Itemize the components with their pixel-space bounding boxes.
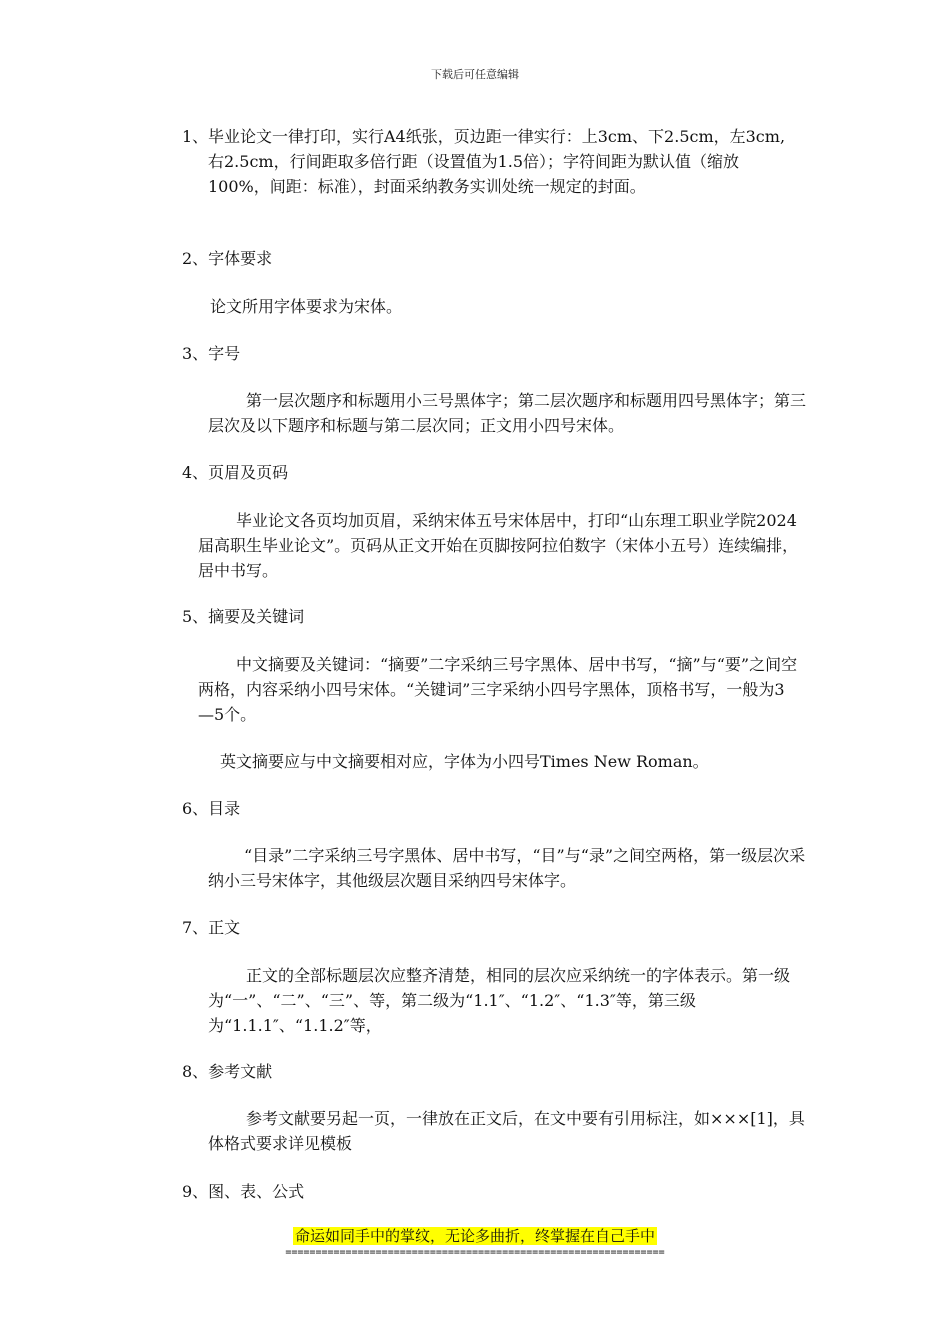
- page-header: 下载后可任意编辑: [431, 68, 519, 81]
- footer-slogan: [0, 1225, 950, 1247]
- section-7-paragraph: 正文的全部标题层次应整齐清楚，相同的层次应采纳统一的字体表示。第一级为“一”、“二”、“三”、等，第二级为“1.1″、“1.2″、“1.3″等，第三级为“1.1.1″、“1.1.2″等，: [208, 966, 791, 1035]
- section-3-heading: 3、字号: [182, 344, 241, 363]
- section-3-paragraph: 第一层次题序和标题用小三号黑体字；第二层次题序和标题用四号黑体字；第三层次及以下题序和标题与第二层次同；正文用小四号宋体。: [208, 391, 807, 435]
- section-6-heading: 6、目录: [182, 799, 241, 818]
- section-5-paragraph-1: 中文摘要及关键词：“摘要”二字采纳三号字黑体、居中书写，“摘”与“要”之间空两格，内容采纳小四号宋体。“关键词”三字采纳小四号字黑体，顶格书写，一般为3—5个。: [198, 655, 798, 724]
- section-8-heading: 8、参考文献: [182, 1062, 273, 1081]
- section-5-heading: 5、摘要及关键词: [182, 607, 305, 626]
- section-2-heading: 2、字体要求: [182, 249, 273, 268]
- section-8-paragraph: 参考文献要另起一页，一律放在正文后，在文中要有引用标注，如×××[1]，具体格式要求详见模板: [208, 1109, 805, 1153]
- footer-slogan-highlight: 命运如同手中的掌纹，无论多曲折，终掌握在自己手中: [294, 1227, 655, 1245]
- section-5-paragraph-2: 英文摘要应与中文摘要相对应，字体为小四号Times New Roman。: [220, 752, 709, 771]
- section-4-heading: 4、页眉及页码: [182, 463, 289, 482]
- section-9-heading: 9、图、表、公式: [182, 1182, 305, 1201]
- section-2-paragraph: 论文所用字体要求为宋体。: [210, 297, 403, 316]
- section-6-paragraph: “目录”二字采纳三号字黑体、居中书写，“目”与“录”之间空两格，第一级层次采纳小三号宋体字，其他级层次题目采纳四号宋体字。: [208, 846, 806, 890]
- footer-rule: ===============================================================: [285, 1247, 665, 1258]
- section-4-paragraph: 毕业论文各页均加页眉，采纳宋体五号宋体居中，打印“山东理工职业学院2024届高职生毕业论文”。页码从正文开始在页脚按阿拉伯数字（宋体小五号）连续编排，居中书写。: [198, 511, 799, 580]
- section-1: [182, 124, 792, 199]
- section-1-body: 毕业论文一律打印，实行A4纸张，页边距一律实行：上3cm、下2.5cm，左3cm,右2.5cm，行间距取多倍行距（设置值为1.5倍）；字符间距为默认值（缩放100%，间距：标准），封面采纳教务实训处统一规定的封面。: [208, 127, 786, 196]
- section-1-number: 1、: [182, 127, 209, 146]
- section-7-heading: 7、正文: [182, 918, 241, 937]
